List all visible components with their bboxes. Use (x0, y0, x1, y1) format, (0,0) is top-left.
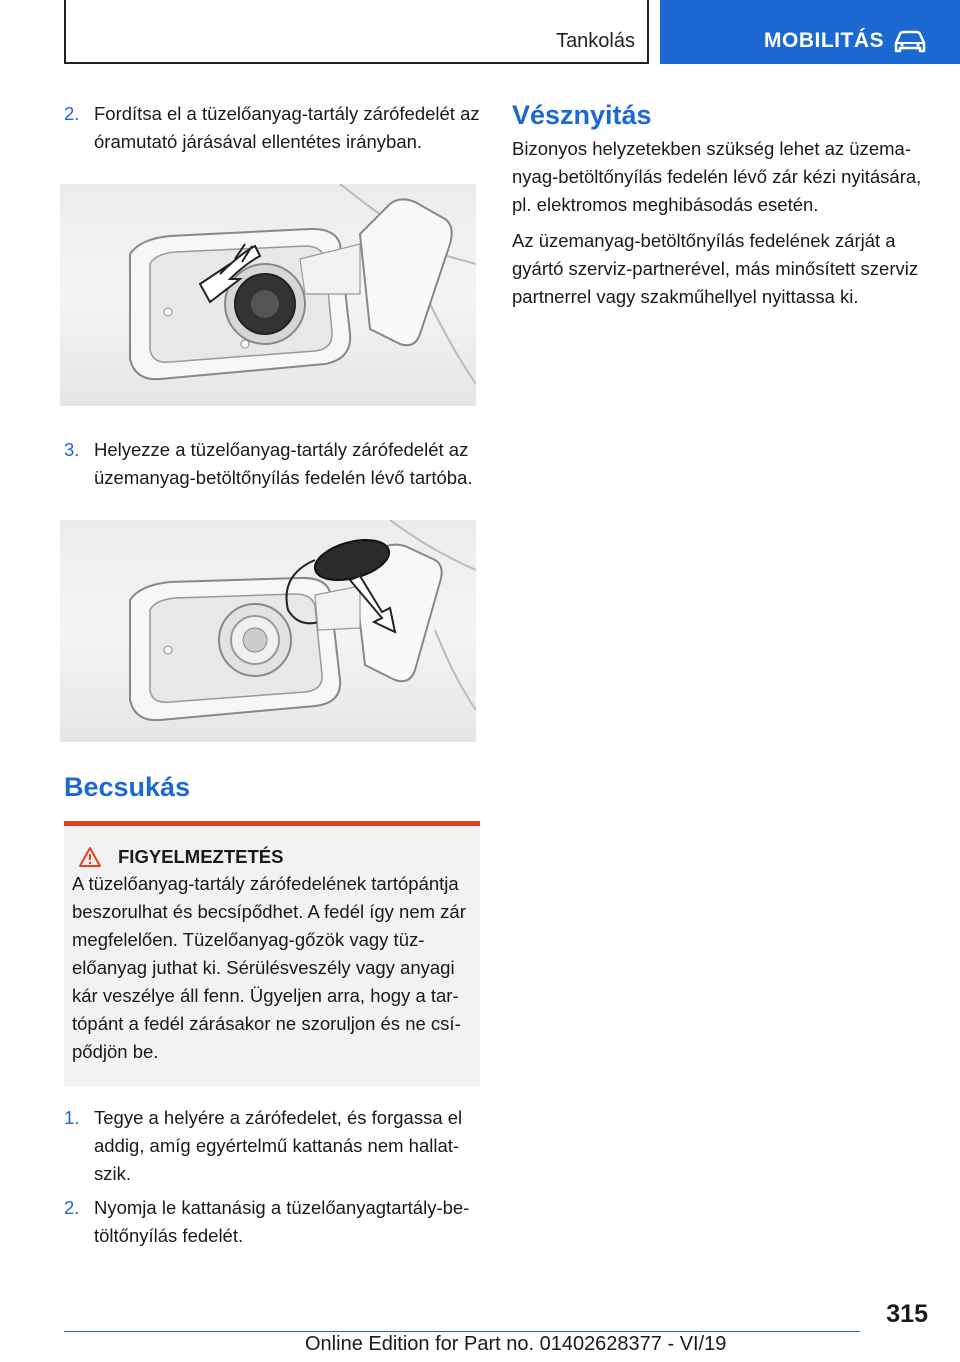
section-label: MOBILITÁS (764, 29, 884, 52)
close-step-2 (64, 1194, 480, 1250)
right-column (512, 100, 932, 319)
warning-box (64, 821, 480, 1086)
paragraph: Bizonyos helyzetekben szükség lehet az üzemanyag-betöltőnyílás fedelén lévő zár kézi nyitására, pl. elektromos meghibásodás esetén. (512, 138, 922, 215)
warning-header (72, 846, 472, 868)
warning-triangle-icon (78, 846, 102, 868)
step-text: Tegye a helyére a zárófedelet, és forgassa el addig, amíg egyértelmű kattanás nem hallatszik. (94, 1107, 463, 1184)
step-2 (64, 100, 480, 156)
step-text: Fordítsa el a tüzelőanyag-tartály zárófedelét az óramutató járásával ellentétes irányban. (94, 103, 480, 152)
fuel-cap-holder-illustration (60, 520, 476, 742)
step-number: 3. (64, 439, 80, 460)
left-column (64, 100, 480, 1250)
fuel-cap-turn-illustration (60, 184, 476, 406)
step-number: 2. (64, 1197, 80, 1218)
warning-title: FIGYELMEZTETÉS (118, 846, 284, 867)
paragraph: Az üzemanyag-betöltőnyílás fedelének zárját a gyártó szerviz-partnerével, más minősített szerviz partnerrel vagy szakműhellyel nyittassa ki. (512, 230, 919, 307)
footer-divider (64, 1331, 860, 1332)
chapter-title: Tankolás (556, 30, 635, 52)
car-icon (892, 27, 928, 55)
warning-text: A tüzelőanyag-tartály zárófedelének tartópántja beszorulhat és becsípődhet. A fedél így nem zár megfelelően. Tüzelőanyag-gőzök vagy tüzelőanyag juthat ki. Sérülésveszély vagy anyagi kár veszélye áll fenn. Ügyeljen arra, hogy a tartópánt a fedél zárásakor ne szoruljon és ne csípődjön be. (72, 873, 466, 1062)
edition-note: Online Edition for Part no. 01402628377 - VI/19 (305, 1333, 727, 1355)
header-title-box (64, 0, 649, 64)
step-3 (64, 436, 480, 492)
heading-vesznyitas: Vésznyitás (512, 100, 652, 130)
step-text: Helyezze a tüzelőanyag-tartály zárófedelét az üzemanyag-betöltőnyílás fedelén lévő tartóba. (94, 439, 473, 488)
step-number: 1. (64, 1107, 80, 1128)
close-step-1 (64, 1104, 480, 1188)
step-number: 2. (64, 103, 80, 124)
section-tab[interactable] (660, 0, 960, 64)
heading-becsukas: Becsukás (64, 772, 191, 802)
page-number: 315 (886, 1300, 928, 1328)
step-text: Nyomja le kattanásig a tüzelőanyagtartály-betöltőnyílás fedelét. (94, 1197, 470, 1246)
